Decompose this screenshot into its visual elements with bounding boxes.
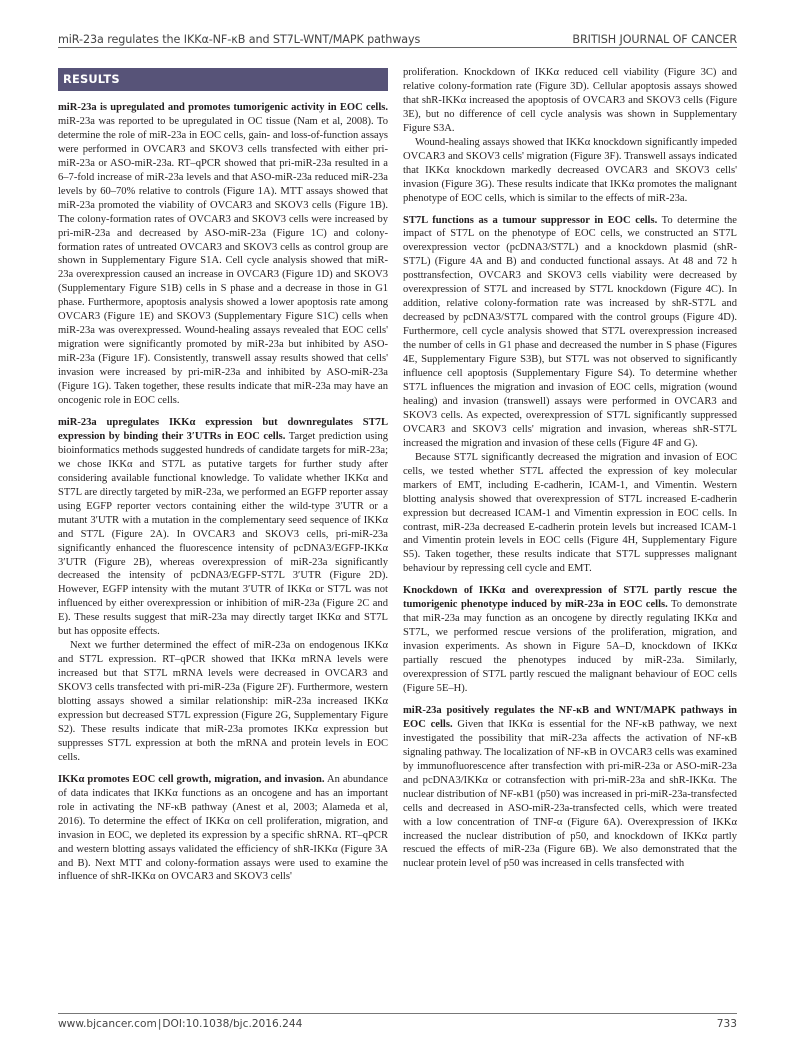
subsection-nfkb-wnt-mapk xyxy=(403,704,737,871)
paragraph xyxy=(58,773,388,885)
running-header xyxy=(58,30,737,46)
paragraph xyxy=(403,584,737,696)
subsection-lead: Knockdown of IKKα and overexpression of ST7L partly rescue the tumorigenic phenotype induced by miR-23a in EOC cells. xyxy=(403,585,737,611)
paragraph-text: Target prediction using bioinformatics methods suggested hundreds of candidate targets for miR-23a; we chose IKKα and ST7L as putative targets for further study after considering available functional knowledge. To validate whether IKKα and ST7L are directly targeted by miR-23a, we performed an EGFP reporter assay using EGFP reporter vectors containing either the wild-type 3′UTR or a mutant 3′UTR with a mutation in the complementary seed sequence of IKKα and ST7L (Figure 2A). In OVCAR3 and SKOV3 cells, pri-miR-23a significantly enhanced the fluorescence intensity of pcDNA3/EGFP-IKKα 3′UTR (Figure 2B), whereas overexpression of miR-23a significantly decreased the intensity of pcDNA3/EGFP-ST7L 3′UTR (Figure 2D). However, EGFP intensity with the mutant 3′UTR of IKKα or ST7L was not influenced by either overexpression or inhibition of miR-23a (Figure 2C and E). These results suggest that miR-23a may directly target IKKα and ST7L but has opposite effects. xyxy=(58,430,389,638)
subsection-st7l-tumour-suppressor xyxy=(403,214,737,577)
subsection-rescue-phenotype xyxy=(403,584,737,696)
subsection-lead: miR-23a is upregulated and promotes tumorigenic activity in EOC cells. xyxy=(58,102,388,113)
subsection-ikka-continued xyxy=(403,66,737,206)
subsection-lead: ST7L functions as a tumour suppressor in EOC cells. xyxy=(403,214,658,226)
subsection-lead: miR-23a upregulates IKKα expression but downregulates ST7L expression by binding their 3′UTRs in EOC cells. xyxy=(58,416,388,442)
footer-citation xyxy=(58,1018,302,1030)
page-footer xyxy=(58,1018,737,1030)
paragraph-text: Given that IKKα is essential for the NF-κB pathway, we next investigated the possibility that miR-23a affects the activation of NF-κB signaling pathway. The localization of NF-κB in OVCAR3 cells was examined by immunofluorescence after transfection with pri-miR-23a or ASO-miR-23a and pcDNA3/IKKα or cotransfection with pri-miR-23a and shR-IKKα. The nuclear distribution of NF-κB1 (p50) was increased in pri-miR-23a-transfected cells and decreased in ASO-miR-23a-transfected cells, which were treated with a low concentration of TNF-α (Figure 6A). Overexpression of IKKα increased the nuclear distribution of p50, and knockdown of IKKα partly rescued the effects of miR-23a (Figure 6B). We also demonstrated that the nuclear protein level of p50 was increased in cells transfected with xyxy=(403,718,737,870)
paragraph-text: To determine the impact of ST7L on the phenotype of EOC cells, we constructed an ST7L overexpression vector (pcDNA3/ST7L) and a knockdown plasmid (shR-ST7L) (Figure 4A and B) and conducted functional assays. At 48 and 72 h posttransfection, OVCAR3 and SKOV3 cells viability were decreased by overexpression of ST7L and increased by ST7L knockdown (Figure 4C). In addition, relative colony-formation rate was increased by shR-ST7L and decreased by pcDNA3/ST7L compared with the control groups (Figure 4D). Furthermore, cell cycle analysis showed that ST7L overexpression increased the number of cells in G1 phase and decreased the number in S phase (Figures 4E, Supplementary Figure S3B), but ST7L was not observed to significantly influence cell apoptosis (Supplementary Figure S4). To determine whether ST7L influences the migration and invasion of EOC cells, migration (wound healing) and invasion (transwell) assays were performed in OVCAR3 and SKOV3 cells. As expected, overexpression of ST7L significantly suppressed OVCAR3 and SKOV3 cells' migration and invasion, whereas shR-ST7L increased the migration and invasion of these cells (Figure 4F and G). xyxy=(403,214,737,449)
paragraph xyxy=(403,704,737,871)
paragraph xyxy=(58,416,388,639)
left-column xyxy=(58,66,388,884)
paragraph xyxy=(403,214,737,451)
paragraph-text: To demonstrate that miR-23a may function as an oncogene by directly regulating IKKα and ST7L, we performed rescue versions of the proliferation, migration, and invasion experiments. As shown in Figure 5A–D, knockdown of IKKα partially rescued the phenotypes induced by miR-23a. Similarly, overexpression of ST7L partly rescued the malignant behaviour of EOC cells (Figure 5E–H). xyxy=(403,599,737,694)
subsection-ikka-promotes-growth xyxy=(58,773,388,885)
paragraph-text: miR-23a was reported to be upregulated in OC tissue (Nam et al, 2008). To determine the role of miR-23a in EOC cells, gain- and loss-of-function assays were performed in OVCAR3 and SKOV3 cells transfected with either pri-miR-23a or ASO-miR-23a. RT–qPCR showed that pri-miR-23a resulted in a 6–7-fold increase of miR-23a levels and that ASO-miR-23a reduced miR-23a levels by 60–70% relative to controls (Figure 1A). MTT assays showed that miR-23a promoted the viability of OVCAR3 and SKOV3 cells (Figure 1B). The colony-formation rates of OVCAR3 and SKOV3 cells were increased by pri-miR-23a and decreased by ASO-miR-23a (Figure 1C) and colony-formation rates of untreated OVCAR3 and SKOV3 cells as control group are shown in Supplementary Figure S1A. Cell cycle analysis showed that miR-23a overexpression caused an increase in OVCAR3 (Figure 1D) and SKOV3 (Supplementary Figure S1B) cells in S phase and a decrease in those in G1 phase. Furthermore, apoptosis analysis showed a lower apoptosis rate among OVCAR3 (Figure 1E) and SKOV3 (Supplementary Figure S1C) cells when miR-23a was overexpressed. Wound-healing assays revealed that EOC cells' migration were significantly promoted by miR-23a but inhibited by ASO-miR-23a (Figure 1F). Consistently, transwell assay results showed that cells' invasion were increased by pri-miR-23a and inhibited by ASO-miR-23a (Figure 1G). Taken together, these results indicate that miR-23a may have an oncogenic role in EOC cells. xyxy=(58,115,388,407)
paragraph: Wound-healing assays showed that IKKα knockdown significantly impeded OVCAR3 and SKOV3 cells' migration (Figure 3F). Transwell assays indicated that IKKα knockdown markedly decreased OVCAR3 and SKOV3 cells' invasion (Figure 3G). These results indicate that IKKα promotes the malignant phenotype of EOC cells, which is similar to the effects of miR-23a. xyxy=(403,136,737,204)
paragraph-text: An abundance of data indicates that IKKα functions as an oncogene and has an important role in activating the NF-κB pathway (Anest et al, 2003; Alameda et al, 2016). To determine the effect of IKKα on cell proliferation, migration, and invasion in EOC, we depleted its expression by a specific shRNA. RT–qPCR and western blotting assays validated the efficiency of shR-IKKα (Figure 3A and B). Next MTT and colony-formation assays were used to examine the influence of shR-IKKα on OVCAR3 and SKOV3 cells' xyxy=(58,773,388,883)
page-number: 733 xyxy=(716,1018,737,1030)
body-columns xyxy=(58,66,737,1004)
subsection-mir23a-regulates-ikka-st7l xyxy=(58,416,388,765)
doi-link[interactable]: DOI:10.1038/bjc.2016.244 xyxy=(162,1018,303,1030)
header-rule xyxy=(58,47,737,48)
footer-rule xyxy=(58,1013,737,1014)
right-column xyxy=(403,66,737,871)
paragraph: Next we further determined the effect of miR-23a on endogenous IKKα and ST7L expression. RT–qPCR showed that IKKα mRNA levels were increased but that ST7L mRNA levels were decreased in OVCAR3 and SKOV3 cells transfected with pri-miR-23a (Figure 2F). Furthermore, western blotting assays showed a similar relationship: miR-23a increased IKKα expression but decreased ST7L expression (Figure 2G, Supplementary Figure S2). These results indicate that miR-23a promotes IKKα expression but suppresses ST7L expression at both the mRNA and protein levels in EOC cells. xyxy=(58,640,388,763)
footer-separator: | xyxy=(157,1018,162,1030)
subsection-mir23a-upregulated xyxy=(58,101,388,408)
paragraph: proliferation. Knockdown of IKKα reduced cell viability (Figure 3C) and relative colony-formation rate (Figure 3D). Cellular apoptosis assays showed that shR-IKKα increased the apoptosis of OVCAR3 and SKOV3 cells (Figure 3E), but no difference of cell cycle analysis was shown in Supplementary Figure S3A. xyxy=(403,67,737,134)
journal-website-link[interactable]: www.bjcancer.com xyxy=(58,1018,157,1030)
paragraph: Because ST7L significantly decreased the migration and invasion of EOC cells, we tested whether ST7L affected the expression of key molecular markers of EMT, including E-cadherin, ICAM-1, and Vimentin. Western blotting analysis showed that overexpression of ST7L increased E-cadherin expression but decreased ICAM-1 and Vimentin expression in EOC cells. In contrast, miR-23a decreased E-cadherin protein levels but increased ICAM-1 and Vimentin protein levels in EOC cells (Figure 4H, Supplementary Figure S5). Taken together, these results indicate that ST7L suppresses malignant behaviour by repressing cell cycle and EMT. xyxy=(403,451,737,575)
subsection-lead: miR-23a positively regulates the NF-κB and WNT/MAPK pathways in EOC cells. xyxy=(403,704,737,730)
section-heading-results: RESULTS xyxy=(58,68,388,91)
subsection-lead: IKKα promotes EOC cell growth, migration, and invasion. xyxy=(58,773,325,785)
running-title: miR-23a regulates the IKKα-NF-κB and ST7L-WNT/MAPK pathways xyxy=(58,33,421,46)
journal-name: BRITISH JOURNAL OF CANCER xyxy=(572,33,737,46)
paragraph xyxy=(58,101,388,408)
